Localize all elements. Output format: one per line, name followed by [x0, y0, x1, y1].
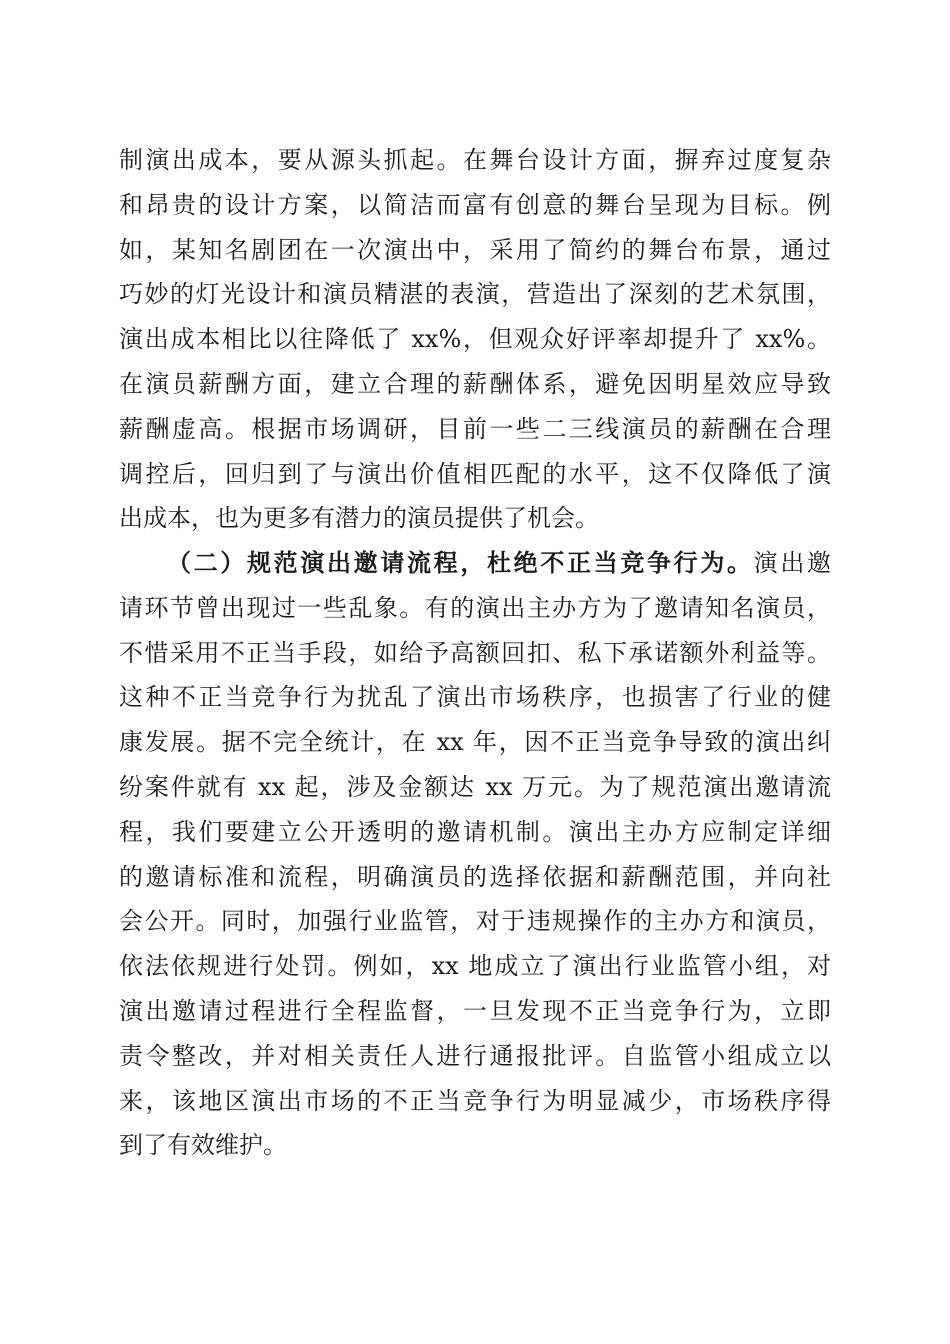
text-line: 薪酬虚高。根据市场调研，目前一些二三线演员的薪酬在合理	[119, 414, 831, 443]
section-heading: （二）规范演出邀请流程，杜绝不正当竞争行为。	[167, 548, 754, 577]
text-line: 在演员薪酬方面，建立合理的薪酬体系，避免因明星效应导致	[119, 369, 831, 398]
text-line: 纷案件就有 xx 起，涉及金额达 xx 万元。为了规范演出邀请流	[119, 772, 831, 801]
text-line: 制演出成本，要从源头抓起。在舞台设计方面，摒弃过度复杂	[119, 146, 831, 174]
text-line: 依法依规进行处罚。例如，xx 地成立了演出行业监管小组，对	[119, 952, 831, 981]
text-line: 到了有效维护。	[119, 1131, 287, 1160]
text-line: 会公开。同时，加强行业监管，对于违规操作的主办方和演员，	[119, 907, 831, 936]
text-line: 来，该地区演出市场的不正当竞争行为明显减少，市场秩序得	[119, 1086, 831, 1115]
text-line: 演出邀请过程进行全程监督，一旦发现不正当竞争行为，立即	[119, 996, 831, 1025]
paragraph-1	[119, 138, 831, 541]
text-line: 出成本，也为更多有潜力的演员提供了机会。	[119, 504, 599, 533]
paragraph-2-first-line	[119, 541, 831, 586]
text-line: 这种不正当竞争行为扰乱了演出市场秩序，也损害了行业的健	[119, 683, 831, 712]
paragraph-2	[119, 541, 831, 1168]
text-line: 责令整改，并对相关责任人进行通报批评。自监管小组成立以	[119, 1041, 831, 1070]
text-line: 康发展。据不完全统计，在 xx 年，因不正当竞争导致的演出纠	[119, 728, 831, 757]
text-line: 和昂贵的设计方案，以简洁而富有创意的舞台呈现为目标。例	[119, 190, 831, 219]
text-line: 调控后，回归到了与演出价值相匹配的水平，这不仅降低了演	[119, 459, 831, 488]
heading-continuation: 演出邀	[753, 549, 832, 577]
text-line: 如，某知名剧团在一次演出中，采用了简约的舞台布景，通过	[119, 235, 831, 264]
text-line: 请环节曾出现过一些乱象。有的演出主办方为了邀请知名演员，	[119, 593, 831, 622]
text-line: 的邀请标准和流程，明确演员的选择依据和薪酬范围，并向社	[119, 862, 831, 891]
text-line: 巧妙的灯光设计和演员精湛的表演，营造出了深刻的艺术氛围，	[119, 280, 831, 309]
text-line: 程，我们要建立公开透明的邀请机制。演出主办方应制定详细	[119, 817, 831, 846]
text-line: 演出成本相比以往降低了 xx%，但观众好评率却提升了 xx%。	[119, 325, 831, 354]
text-line: 不惜采用不正当手段，如给予高额回扣、私下承诺额外利益等。	[119, 638, 831, 667]
